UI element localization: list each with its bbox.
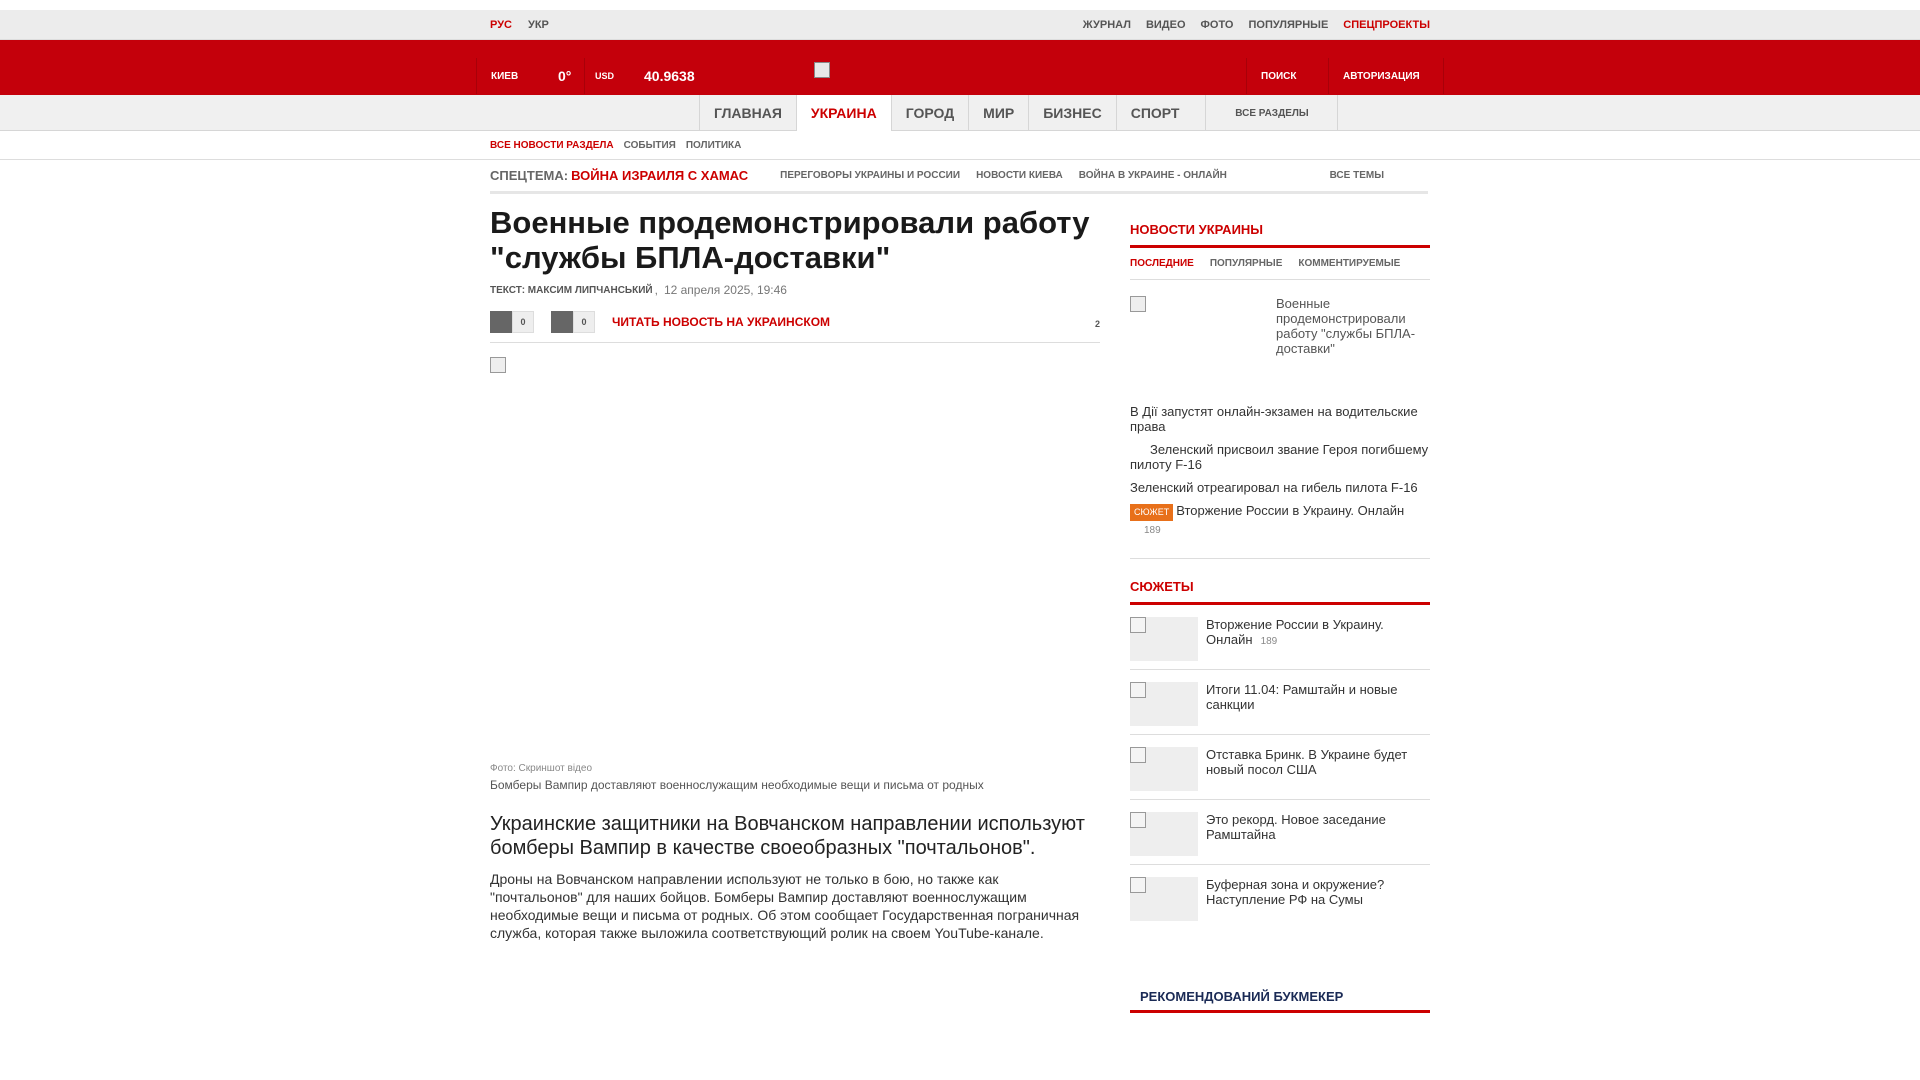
- story-item[interactable]: [1130, 735, 1430, 800]
- featured-news-title[interactable]: Военные продемонстрировали работу "службы БПЛА-доставки": [1276, 296, 1416, 356]
- currency-label[interactable]: USD: [584, 58, 734, 94]
- tab-popular[interactable]: ПОПУЛЯРНЫЕ: [1209, 258, 1283, 269]
- currency-rate: 40.9638: [644, 68, 695, 84]
- site-logo[interactable]: [814, 62, 830, 78]
- topic-link-war-online[interactable]: ВОЙНА В УКРАИНЕ - ОНЛАЙН: [1078, 170, 1227, 181]
- sub-nav: [0, 131, 1920, 160]
- top-links: [1083, 19, 1430, 31]
- sidebar: [1130, 222, 1430, 1013]
- weather-temp: 0°: [558, 68, 572, 84]
- story-badge: СЮЖЕТ: [1130, 504, 1173, 521]
- topic-link-kyiv-news[interactable]: НОВОСТИ КИЕВА: [976, 170, 1063, 181]
- nav-item-all-sections[interactable]: ВСЕ РАЗДЕЛЫ: [1205, 95, 1338, 131]
- share-count-1: 0: [512, 311, 534, 333]
- tab-commented[interactable]: КОММЕНТИРУЕМЫЕ: [1298, 258, 1401, 269]
- article-image: [490, 357, 506, 373]
- news-item-story[interactable]: [1130, 503, 1430, 538]
- story-title[interactable]: Вторжение России в Украину. Онлайн: [1206, 617, 1384, 647]
- story-thumb[interactable]: [1130, 617, 1198, 661]
- header-bar: [0, 40, 1920, 95]
- article-author[interactable]: ТЕКСТ: МАКСИМ ЛИПЧАНСЬКИЙ: [490, 284, 653, 296]
- sidebar-tabs: [1130, 248, 1430, 280]
- language-switcher: [490, 19, 549, 31]
- news-item[interactable]: В Дії запустят онлайн-экзамен на водительские права: [1130, 404, 1418, 434]
- story-thumb[interactable]: [1130, 747, 1198, 791]
- article-lead: Украинские защитники на Вовчанском направлении используют бомберы Вампир в качестве своеобразных "почтальонов".: [490, 813, 1085, 859]
- top-link-specprojects[interactable]: СПЕЦПРОЕКТЫ: [1343, 19, 1430, 31]
- news-list: [1130, 404, 1430, 538]
- sidebar-news-heading[interactable]: НОВОСТИ УКРАИНЫ: [1130, 222, 1430, 248]
- main-nav: [0, 95, 1920, 131]
- story-item[interactable]: [1130, 865, 1430, 929]
- article-tools: [490, 313, 1100, 343]
- top-link-journal[interactable]: ЖУРНАЛ: [1082, 19, 1131, 31]
- nav-item-sport[interactable]: СПОРТ: [1116, 95, 1194, 131]
- nav-item-ukraine[interactable]: УКРАИНА: [796, 95, 891, 131]
- byline-separator: ,: [654, 283, 658, 297]
- nav-item-world[interactable]: МИР: [968, 95, 1028, 131]
- image-caption: Бомберы Вампир доставляют военнослужащим необходимые вещи и письма от родных: [490, 778, 984, 792]
- article-date: 12 апреля 2025, 19:46: [663, 283, 787, 297]
- recommended-bookmaker-heading: РЕКОМЕНДОВАНИЙ БУКМЕКЕР: [1130, 989, 1430, 1013]
- story-title[interactable]: Итоги 11.04: Рамштайн и новые санкции: [1206, 682, 1398, 712]
- featured-news[interactable]: [1130, 296, 1430, 396]
- share-count-2: 0: [573, 311, 595, 333]
- story-title[interactable]: Это рекорд. Новое заседание Рамштайна: [1206, 812, 1386, 842]
- news-item[interactable]: Зеленский отреагировал на гибель пилота F-16: [1130, 480, 1418, 495]
- share-telegram-icon[interactable]: [551, 311, 573, 333]
- lang-ru-link[interactable]: РУС: [490, 19, 512, 31]
- nav-item-main[interactable]: ГЛАВНАЯ: [699, 95, 796, 131]
- special-topic-link[interactable]: ВОЙНА ИЗРАИЛЯ С ХАМАС: [571, 168, 749, 183]
- stories-list: [1130, 605, 1430, 929]
- story-item[interactable]: [1130, 605, 1430, 670]
- share-facebook-icon[interactable]: [490, 311, 512, 333]
- story-count: 189: [1260, 636, 1278, 647]
- tab-latest[interactable]: ПОСЛЕДНИЕ: [1130, 258, 1194, 269]
- special-topic-bar: [490, 160, 1428, 194]
- subnav-events[interactable]: СОБЫТИЯ: [623, 140, 676, 151]
- article: [490, 205, 1100, 942]
- featured-news-thumb[interactable]: [1130, 296, 1146, 312]
- article-byline: [490, 283, 1100, 297]
- news-item[interactable]: Зеленский присвоил звание Героя погибшему пилоту F-16: [1130, 442, 1429, 472]
- story-item[interactable]: [1130, 670, 1430, 735]
- story-thumb[interactable]: [1130, 812, 1198, 856]
- article-image-area: [490, 373, 1100, 763]
- news-item-title[interactable]: Вторжение России в Украину. Онлайн: [1176, 503, 1405, 518]
- lang-uk-link[interactable]: УКР: [527, 19, 549, 31]
- search-button[interactable]: ПОИСК: [1246, 58, 1328, 94]
- sidebar-divider: [1130, 558, 1430, 559]
- story-thumb[interactable]: [1130, 682, 1198, 726]
- top-link-video[interactable]: ВИДЕО: [1145, 19, 1186, 31]
- top-strip: [0, 10, 1920, 40]
- nav-item-business[interactable]: БИЗНЕС: [1028, 95, 1115, 131]
- topic-link-negotiations[interactable]: ПЕРЕГОВОРЫ УКРАИНЫ И РОССИИ: [780, 170, 961, 181]
- story-item[interactable]: [1130, 800, 1430, 865]
- all-topics-link[interactable]: ВСЕ ТЕМЫ: [1329, 170, 1384, 181]
- stories-heading[interactable]: СЮЖЕТЫ: [1130, 579, 1430, 605]
- top-link-photo[interactable]: ФОТО: [1200, 19, 1234, 31]
- story-thumb[interactable]: [1130, 877, 1198, 921]
- news-item-count: 189: [1144, 525, 1161, 536]
- read-in-ukrainian-link[interactable]: ЧИТАТЬ НОВОСТЬ НА УКРАИНСКОМ: [612, 314, 831, 329]
- comments-count[interactable]: 2: [1094, 319, 1100, 329]
- article-body: Дроны на Вовчанском направлении используют не только в бою, но также как "почтальонов" для наших бойцов. Бомберы Вампир доставляют военнослужащим необходимые вещи и письма от родных. Об этом сообщает Государственная пограничная служба, которая также выложила соответствующий ролик на своем YouTube-канале.: [490, 871, 1080, 941]
- login-button[interactable]: АВТОРИЗАЦИЯ: [1328, 58, 1444, 94]
- weather-city[interactable]: КИЕВ: [476, 58, 584, 94]
- story-title[interactable]: Отставка Бринк. В Украине будет новый посол США: [1206, 747, 1408, 777]
- special-topic-label: СПЕЦТЕМА:: [490, 168, 569, 183]
- photo-credit: Фото: Скриншот відео: [490, 763, 593, 774]
- subnav-politics[interactable]: ПОЛИТИКА: [685, 140, 742, 151]
- subnav-all-news[interactable]: ВСЕ НОВОСТИ РАЗДЕЛА: [490, 140, 614, 151]
- nav-item-city[interactable]: ГОРОД: [891, 95, 968, 131]
- top-link-popular[interactable]: ПОПУЛЯРНЫЕ: [1248, 19, 1329, 31]
- article-title: Военные продемонстрировали работу "службы БПЛА-доставки": [490, 205, 1090, 275]
- story-title[interactable]: Буферная зона и окружение? Наступление РФ на Сумы: [1206, 877, 1385, 907]
